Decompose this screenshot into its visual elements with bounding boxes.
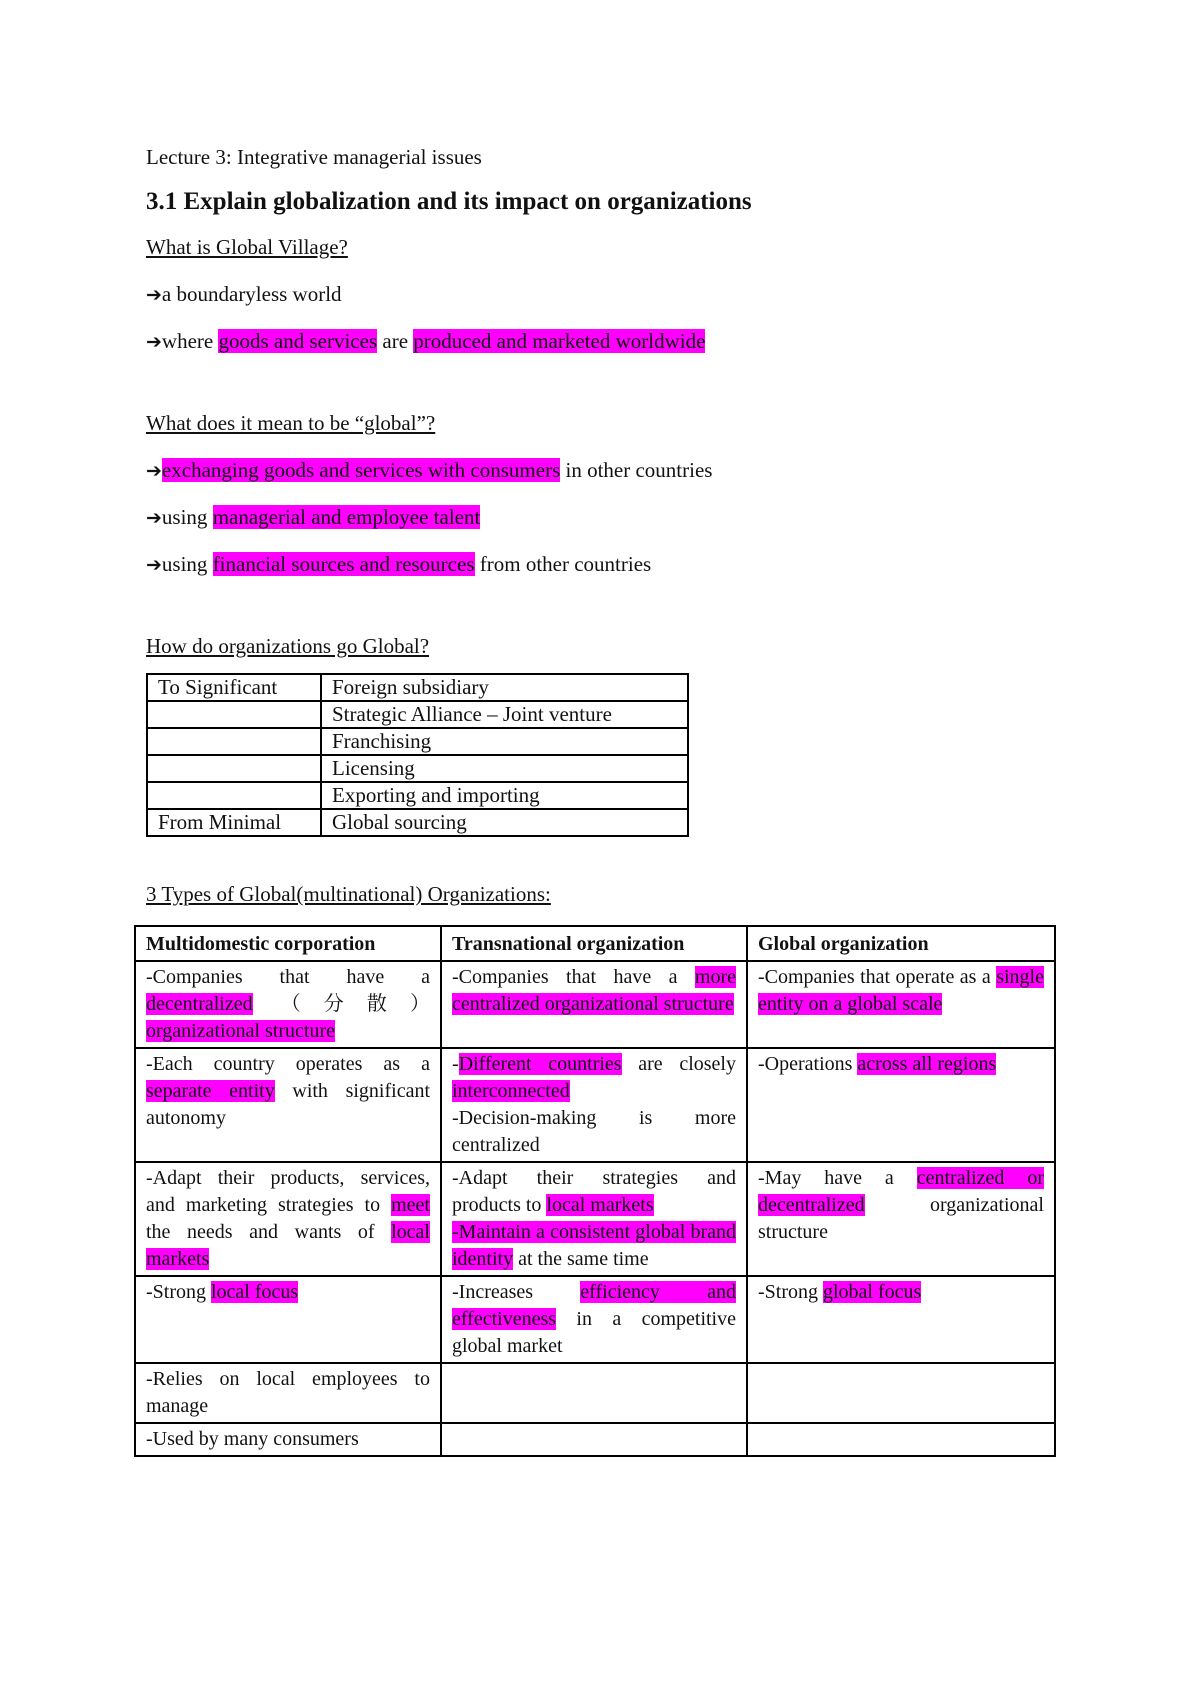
ladder-method-cell: Exporting and importing [321,782,688,809]
globalization-ladder-table [146,673,689,837]
bullet-item [146,324,1066,358]
table-cell [135,1363,441,1423]
text-run: using [161,505,213,529]
text-run: -Decision-making is more centralized [452,1107,736,1156]
highlighted-text: efficiency and effectiveness [452,1281,736,1330]
column-header: Global organization [747,926,1055,961]
table-row [135,1162,1055,1276]
highlighted-text: local markets [146,1221,430,1270]
text-run: -Relies on local employees to manage [146,1368,430,1417]
table-cell [747,1162,1055,1276]
table-cell [135,1048,441,1162]
question-global-village: What is Global Village? [146,235,348,259]
text-run: -Companies that operate as a [758,966,997,988]
table-row [135,1276,1055,1363]
bullet-item [146,547,1066,581]
section-heading: 3.1 Explain globalization and its impact on organizations [146,188,752,215]
text-run: a boundaryless world [161,282,342,306]
ladder-level-cell [147,782,321,809]
highlighted-text: decentralized [146,993,253,1015]
bullet-item [146,453,1066,487]
column-header: Multidomestic corporation [135,926,441,961]
text-run: -May have a [758,1167,917,1189]
text-run: - [452,1053,459,1075]
table-cell [441,1276,747,1363]
table-cell [441,1423,747,1456]
question-types: 3 Types of Global(multinational) Organizations: [146,882,551,906]
highlighted-text: Different countries [458,1053,622,1075]
text-run: -Strong [758,1281,823,1303]
global-village-bullets [146,277,1066,358]
highlighted-text: goods and services [218,329,378,353]
table-cell [441,1363,747,1423]
highlighted-text: managerial and employee talent [212,505,481,529]
table-cell [747,1423,1055,1456]
text-run: -Used by many consumers [146,1428,359,1450]
text-run: where [161,329,219,353]
organization-types-table [134,925,1056,1457]
table-row [147,755,688,782]
ladder-method-cell: Foreign subsidiary [321,674,688,701]
text-run: from other countries [474,552,652,576]
text-run: at the same time [513,1248,649,1270]
table-cell [441,1048,747,1162]
ladder-method-cell: Strategic Alliance – Joint venture [321,701,688,728]
text-run: -Increases [452,1281,581,1303]
ladder-level-cell: From Minimal [147,809,321,836]
text-run: -Adapt their products, services, and marketing strategies to [146,1167,430,1216]
text-run: -Companies that have a [452,966,695,988]
ladder-level-cell [147,755,321,782]
highlighted-text: more centralized organizational structure [452,966,736,1015]
bullet-item [146,500,1066,534]
table-cell [747,1276,1055,1363]
text-run: the needs and wants of [146,1221,392,1243]
text-run: -Adapt their strategies and products to [452,1167,736,1216]
text-run: -Each country operates as a [146,1053,430,1075]
text-run: are closely [621,1053,736,1075]
table-cell [747,961,1055,1048]
table-cell [747,1048,1055,1162]
highlighted-text: financial sources and resources [212,552,475,576]
table-row [135,961,1055,1048]
question-go-global: How do organizations go Global? [146,634,430,658]
text-run: -Operations [758,1053,858,1075]
arrow-right-icon: ➔ [146,507,162,529]
document-page [146,140,1066,1457]
text-run: in other countries [560,458,713,482]
being-global-bullets [146,453,1066,581]
arrow-right-icon: ➔ [146,460,162,482]
column-header: Transnational organization [441,926,747,961]
highlighted-text: organizational structure [146,1020,336,1042]
highlighted-text: separate entity [146,1080,275,1102]
table-cell [135,1276,441,1363]
question-being-global: What does it mean to be “global”? [146,411,436,435]
arrow-right-icon: ➔ [146,331,162,353]
highlighted-text: local focus [211,1281,299,1303]
highlighted-text: exchanging goods and services with consumers [161,458,561,482]
table-row [147,809,688,836]
table-cell [135,1162,441,1276]
table-cell [747,1363,1055,1423]
table-cell [135,961,441,1048]
bullet-item [146,277,1066,311]
ladder-level-cell: To Significant [147,674,321,701]
text-run: in a competitive global market [452,1308,736,1357]
ladder-method-cell: Licensing [321,755,688,782]
text-run: -Companies that have a [146,966,430,988]
table-cell [441,961,747,1048]
highlighted-text: local markets [546,1194,654,1216]
text-run: are [377,329,414,353]
highlighted-text: produced and marketed worldwide [413,329,706,353]
table-row [135,1423,1055,1456]
ladder-method-cell: Franchising [321,728,688,755]
text-run: with significant autonomy [146,1080,431,1129]
highlighted-text: meet [391,1194,430,1216]
ladder-level-cell [147,701,321,728]
highlighted-text: interconnected [452,1080,570,1102]
arrow-right-icon: ➔ [146,284,162,306]
highlighted-text: global focus [823,1281,922,1303]
table-row [147,782,688,809]
arrow-right-icon: ➔ [146,554,162,576]
ladder-level-cell [147,728,321,755]
table-row [135,1363,1055,1423]
text-run: using [161,552,213,576]
lecture-title: Lecture 3: Integrative managerial issues [146,145,482,169]
highlighted-text: -Maintain a consistent global brand identity [452,1221,736,1270]
table-cell [135,1423,441,1456]
highlighted-text: centralized or decentralized [758,1167,1045,1216]
table-row [147,674,688,701]
table-row [135,1048,1055,1162]
table-row [147,728,688,755]
table-row [147,701,688,728]
text-run: （分散） [252,993,430,1015]
text-run: organizational structure [758,1194,1044,1243]
table-cell [441,1162,747,1276]
ladder-method-cell: Global sourcing [321,809,688,836]
text-run: -Strong [146,1281,211,1303]
highlighted-text: across all regions [857,1053,997,1075]
highlighted-text: single entity on a global scale [758,966,1044,1015]
